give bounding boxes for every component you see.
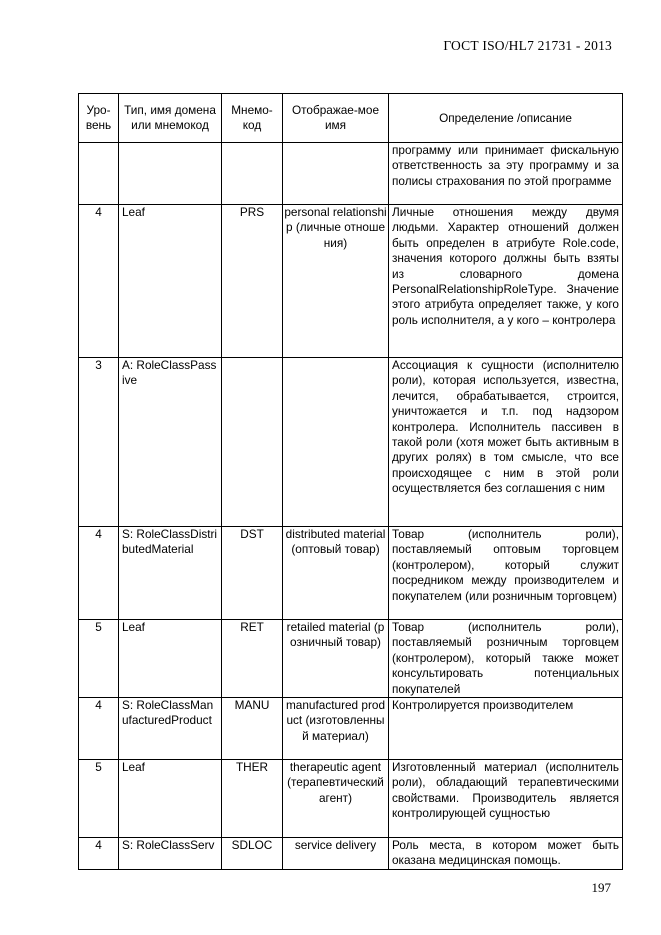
table-row xyxy=(79,527,623,620)
page-number: 197 xyxy=(591,880,611,895)
table-row xyxy=(79,698,623,760)
cell-display-name: service delivery xyxy=(283,838,389,870)
table-row xyxy=(79,760,623,838)
header-mnemonic: Мнемо-код xyxy=(222,94,283,143)
cell-mnemonic xyxy=(222,358,283,527)
cell-definition: Ассоциация к сущности (исполнителю роли), которая используется, известна, лечится, обрабатывается, строится, уничтожается и т.п. под надзором контролера. Исполнитель пассивен в такой роли (хотя может быть активным в других ролях) в том смысле, что все происходящее с ним в этой роли осуществляется без соглашения с ним xyxy=(389,358,623,527)
header-type: Тип, имя домена или мнемокод xyxy=(119,94,222,143)
cell-level: 5 xyxy=(79,760,119,838)
cell-display-name: personal relationship (личные отношения) xyxy=(283,205,389,358)
table-row xyxy=(79,143,623,205)
cell-mnemonic: MANU xyxy=(222,698,283,760)
cell-type: S: RoleClassDistributedMaterial xyxy=(119,527,222,620)
cell-display-name: retailed material (розничный товар) xyxy=(283,620,389,698)
table-header-row xyxy=(79,94,623,143)
table-row xyxy=(79,838,623,870)
cell-level: 4 xyxy=(79,205,119,358)
cell-level: 4 xyxy=(79,698,119,760)
cell-definition: Личные отношения между двумя людьми. Характер отношений должен быть определен в атрибуте Role.code, значения которого должны быть взяты из словарного домена PersonalRelationshipRoleType. Значение этого атрибута определяет также, у кого роль исполнителя, а у кого – контролера xyxy=(389,205,623,358)
cell-level xyxy=(79,143,119,205)
cell-level: 5 xyxy=(79,620,119,698)
header-level: Уро-вень xyxy=(79,94,119,143)
cell-definition: программу или принимает фискальную ответственность за эту программу и за полисы страхования по этой программе xyxy=(389,143,623,205)
cell-mnemonic: RET xyxy=(222,620,283,698)
cell-mnemonic: DST xyxy=(222,527,283,620)
table-row xyxy=(79,205,623,358)
cell-mnemonic: PRS xyxy=(222,205,283,358)
cell-type: S: RoleClassManufacturedProduct xyxy=(119,698,222,760)
cell-type: Leaf xyxy=(119,760,222,838)
cell-level: 4 xyxy=(79,527,119,620)
cell-definition: Контролируется производителем xyxy=(389,698,623,760)
cell-level: 4 xyxy=(79,838,119,870)
cell-display-name: therapeutic agent (терапевтический агент) xyxy=(283,760,389,838)
table-row xyxy=(79,620,623,698)
cell-definition: Роль места, в котором может быть оказана медицинская помощь. xyxy=(389,838,623,870)
document-header: ГОСТ ISO/HL7 21731 - 2013 xyxy=(443,38,612,53)
cell-type xyxy=(119,143,222,205)
cell-mnemonic: THER xyxy=(222,760,283,838)
cell-display-name: manufactured product (изготовленный материал) xyxy=(283,698,389,760)
cell-type: Leaf xyxy=(119,620,222,698)
cell-type: Leaf xyxy=(119,205,222,358)
header-definition: Определение /описание xyxy=(389,94,623,143)
cell-type: S: RoleClassServ xyxy=(119,838,222,870)
cell-level: 3 xyxy=(79,358,119,527)
cell-display-name xyxy=(283,143,389,205)
header-display-name: Отображае-мое имя xyxy=(283,94,389,143)
cell-mnemonic: SDLOC xyxy=(222,838,283,870)
cell-display-name: distributed material (оптовый товар) xyxy=(283,527,389,620)
cell-definition: Товар (исполнитель роли), поставляемый оптовым торговцем (контролером), который служит посредником между производителем и покупателем (или розничным торговцем) xyxy=(389,527,623,620)
cell-definition: Товар (исполнитель роли), поставляемый розничным торговцем (контролером), который также может консультировать потенциальных покупателей xyxy=(389,620,623,698)
cell-display-name xyxy=(283,358,389,527)
cell-type: A: RoleClassPassive xyxy=(119,358,222,527)
cell-mnemonic xyxy=(222,143,283,205)
definitions-table xyxy=(78,93,623,870)
cell-definition: Изготовленный материал (исполнитель роли), обладающий терапевтическими свойствами. Производитель является контролирующей сущностью xyxy=(389,760,623,838)
table-row xyxy=(79,358,623,527)
